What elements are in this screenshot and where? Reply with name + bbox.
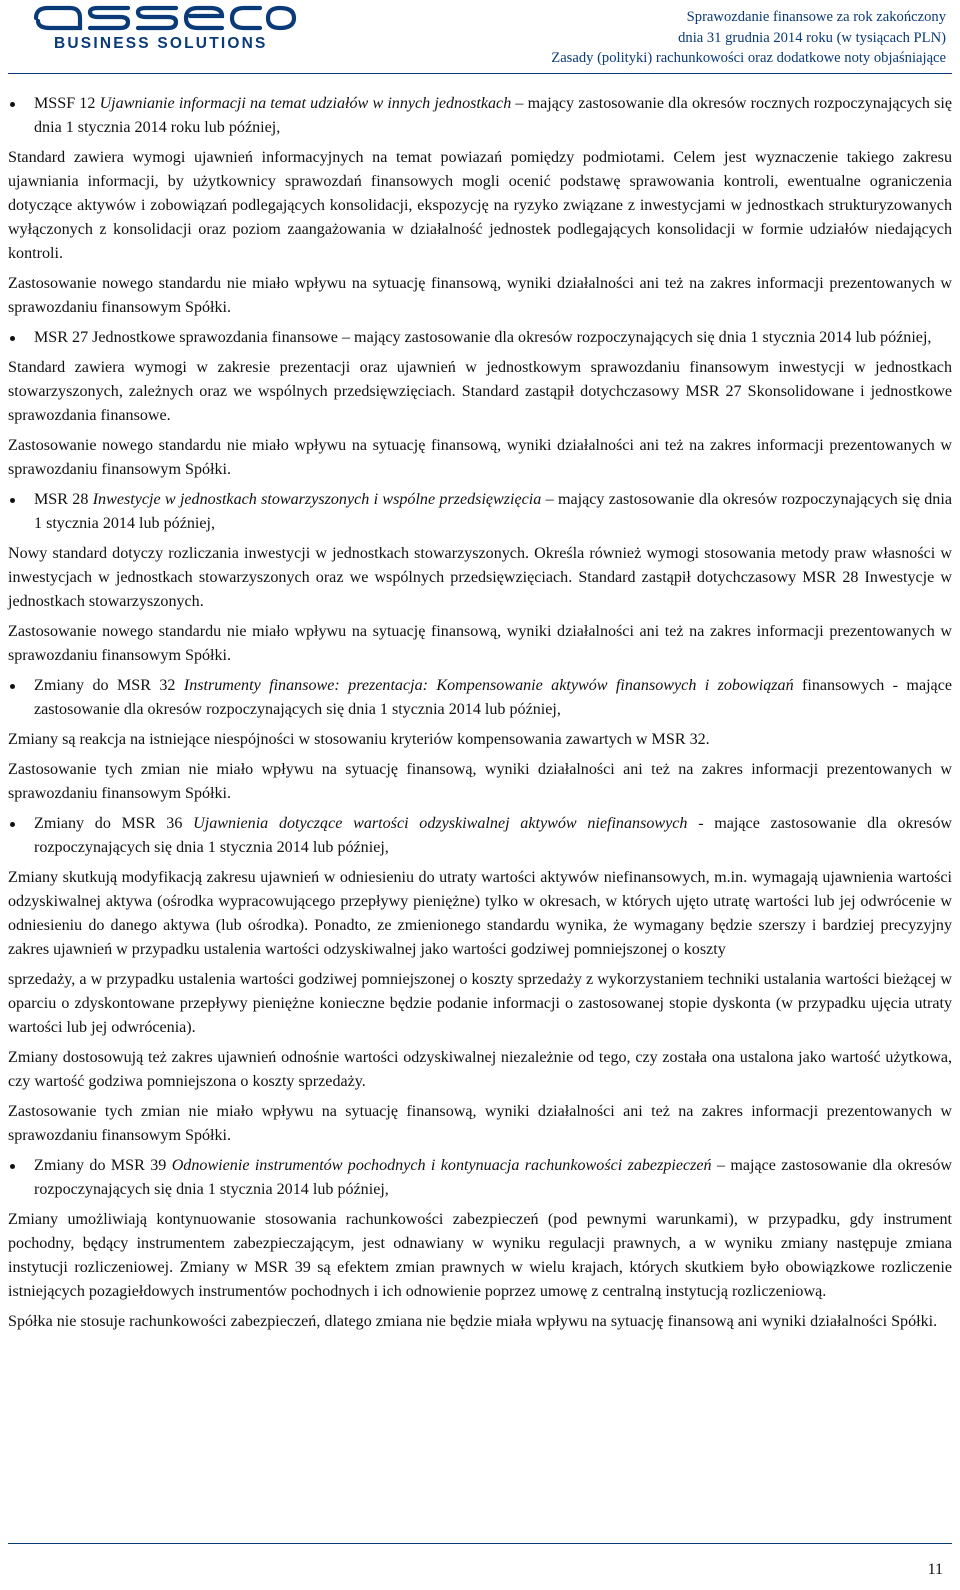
bullet-dot-icon: [10, 684, 15, 689]
bullet-lead: Zmiany do MSR 32: [34, 677, 184, 694]
paragraph: Zmiany dostosowują też zakres ujawnień odnośnie wartości odzyskiwalnej niezależnie od tego, czy została ona ustalona jako wartość użytkowa, czy wartość godziwa pomniejszona o koszty sprzedaży.: [8, 1049, 952, 1090]
report-title-line-3: Zasady (polityki) rachunkowości oraz dodatkowe noty objaśniające: [551, 50, 946, 66]
bullet-dot-icon: [10, 336, 15, 341]
paragraph: Zastosowanie nowego standardu nie miało wpływu na sytuację finansową, wyniki działalności ani też na zakres informacji prezentowanych w sprawozdaniu finansowym Spółki.: [8, 623, 952, 664]
page-header: [0, 0, 960, 80]
paragraph: Zmiany są reakcja na istniejące niespójności w stosowaniu kryteriów kompensowania zawartych w MSR 32.: [8, 731, 710, 748]
bullet-item: [8, 812, 952, 860]
bullet-dot-icon: [10, 102, 15, 107]
bullet-item: [8, 674, 952, 722]
bullet-rest: – mający zastosowanie dla okresów rozpoczynających się dnia 1 stycznia 2014 lub później,: [34, 491, 952, 532]
paragraph: Zastosowanie tych zmian nie miało wpływu na sytuację finansową, wyniki działalności ani też na zakres informacji prezentowanych w sprawozdaniu finansowym Spółki.: [8, 1103, 952, 1144]
paragraph: Zmiany umożliwiają kontynuowanie stosowania rachunkowości zabezpieczeń (pod pewnymi warunkami), w przypadku, gdy instrument pochodny, będący instrumentem zabezpieczającym, jest odnawiany w wyniku regulacji prawnych, a w wyniku zmiany następuje zmiana instytucji rozliczeniowej. Zmiany w MSR 39 są efektem zmian prawnych w wielu krajach, których skutkiem było obowiązkowe rozliczenie istniejących pozagiełdowych instrumentów pochodnych i ich odnowienie poprzez umowę z centralną instytucją rozliczeniową.: [8, 1211, 952, 1300]
bullet-item: [8, 1154, 952, 1202]
bullet-lead: MSR 28: [34, 491, 93, 508]
paragraph: Nowy standard dotyczy rozliczania inwestycji w jednostkach stowarzyszonych. Określa również wymogi stosowania metody praw własności w inwestycjach w jednostkach stowarzyszonych oraz we wspólnych przedsięwzięciach. Standard zastąpił dotychczasowy MSR 28 Inwestycje w jednostkach stowarzyszonych.: [8, 545, 952, 610]
bullet-dot-icon: [10, 1164, 15, 1169]
paragraph: Spółka nie stosuje rachunkowości zabezpieczeń, dlatego zmiana nie będzie miała wpływu na sytuację finansową ani wyniki działalności Spółki.: [8, 1313, 938, 1330]
company-tagline: BUSINESS SOLUTIONS: [54, 35, 268, 52]
bullet-italic-title: Odnowienie instrumentów pochodnych i kontynuacja rachunkowości zabezpieczeń: [171, 1157, 712, 1174]
header-divider: [8, 73, 952, 74]
page-number: 11: [927, 1561, 943, 1578]
bullet-item: [8, 488, 952, 536]
bullet-italic-title: Ujawnianie informacji na temat udziałów w innych jednostkach: [99, 95, 512, 112]
bullet-rest: – mające zastosowanie dla okresów rozpoczynających się dnia 1 stycznia 2014 lub później,: [34, 1157, 952, 1198]
paragraph: Zastosowanie nowego standardu nie miało wpływu na sytuację finansową, wyniki działalności ani też na zakres informacji prezentowanych w sprawozdaniu finansowym Spółki.: [8, 437, 952, 478]
paragraph: Standard zawiera wymogi ujawnień informacyjnych na temat powiazań pomiędzy podmiotami. Celem jest wyznaczenie takiego zakresu ujawniania informacji, by użytkownicy sprawozdań finansowych mogli ocenić podstawę sprawowania kontroli, ewentualne ograniczenia dotyczące aktywów i zobowiązań podlegających konsolidacji, ekspozycję na ryzyko związane z inwestycjami w jednostkach strukturyzowanych wyłączonych z konsolidacji oraz poziom zaangażowania w działalność jednostek podlegających konsolidacji w formie udziałów niedających kontroli.: [8, 149, 952, 262]
footer-divider: [8, 1543, 952, 1544]
report-title: [551, 7, 946, 69]
bullet-lead: MSSF 12: [34, 95, 100, 112]
bullet-rest: finansowych - mające zastosowanie dla okresów rozpoczynających się dnia 1 stycznia 2014 lub później,: [34, 677, 952, 718]
document-body: [8, 92, 952, 1340]
paragraph: Zastosowanie nowego standardu nie miało wpływu na sytuację finansową, wyniki działalności ani też na zakres informacji prezentowanych w sprawozdaniu finansowym Spółki.: [8, 275, 952, 316]
report-title-line-1: Sprawozdanie finansowe za rok zakończony: [686, 9, 946, 25]
bullet-italic-title: Inwestycje w jednostkach stowarzyszonych i wspólne przedsięwzięcia: [92, 491, 542, 508]
paragraph: Zastosowanie tych zmian nie miało wpływu na sytuację finansową, wyniki działalności ani też na zakres informacji prezentowanych w sprawozdaniu finansowym Spółki.: [8, 761, 952, 802]
paragraph: Standard zawiera wymogi w zakresie prezentacji oraz ujawnień w jednostkowym sprawozdaniu finansowym inwestycji w jednostkach stowarzyszonych, zależnych oraz we wspólnych przedsięwzięciach. Standard zastąpił dotychczasowy MSR 27 Skonsolidowane i jednostkowe sprawozdania finansowe.: [8, 359, 952, 424]
bullet-lead: Zmiany do MSR 36: [34, 815, 194, 832]
bullet-italic-title: Instrumenty finansowe: prezentacja: Kompensowanie aktywów finansowych i zobowiązań: [183, 677, 794, 694]
bullet-lead: MSR 27 Jednostkowe sprawozdania finansowe: [34, 329, 338, 346]
bullet-italic-title: Ujawnienia dotyczące wartości odzyskiwalnej aktywów niefinansowych: [193, 815, 688, 832]
bullet-rest: – mający zastosowanie dla okresów rozpoczynających się dnia 1 stycznia 2014 lub później,: [337, 329, 932, 346]
paragraph: sprzedaży, a w przypadku ustalenia wartości godziwej pomniejszonej o koszty sprzedaży z wykorzystaniem techniki ustalania wartości bieżącej w oparciu o zdyskontowane przepływy pieniężne konieczne będzie podanie informacji o zastosowanej stopie dyskonta (w przypadku ujęcia utraty wartości lub jej odwrócenia).: [8, 971, 952, 1036]
asseco-logo: [32, 4, 312, 56]
paragraph: Zmiany skutkują modyfikacją zakresu ujawnień w odniesieniu do utraty wartości aktywów niefinansowych, m.in. wymagają ujawnienia wartości odzyskiwalnej aktywa (ośrodka wypracowującego przepływy pieniężne) tylko w okresach, w których ujęto utratę wartości lub jej odwrócenie w odniesieniu do danego aktywa (lub ośrodka). Ponadto, ze zmienionego standardu wynika, że wymagany będzie szerszy i bardziej precyzyjny zakres ujawnień w przypadku ustalenia wartości odzyskiwalnej jako wartości godziwej pomniejszonej o koszty: [8, 869, 952, 958]
bullet-item: [8, 326, 952, 350]
asseco-wordmark-icon: [32, 4, 298, 32]
bullet-lead: Zmiany do MSR 39: [34, 1157, 172, 1174]
bullet-dot-icon: [10, 498, 15, 503]
report-title-line-2: dnia 31 grudnia 2014 roku (w tysiącach PLN): [678, 29, 946, 46]
bullet-rest: – mający zastosowanie dla okresów rocznych rozpoczynających się dnia 1 stycznia 2014 roku lub później,: [34, 95, 952, 136]
bullet-item: [8, 92, 952, 140]
bullet-rest: - mające zastosowanie dla okresów rozpoczynających się dnia 1 stycznia 2014 lub później,: [34, 815, 952, 856]
bullet-dot-icon: [10, 822, 15, 827]
